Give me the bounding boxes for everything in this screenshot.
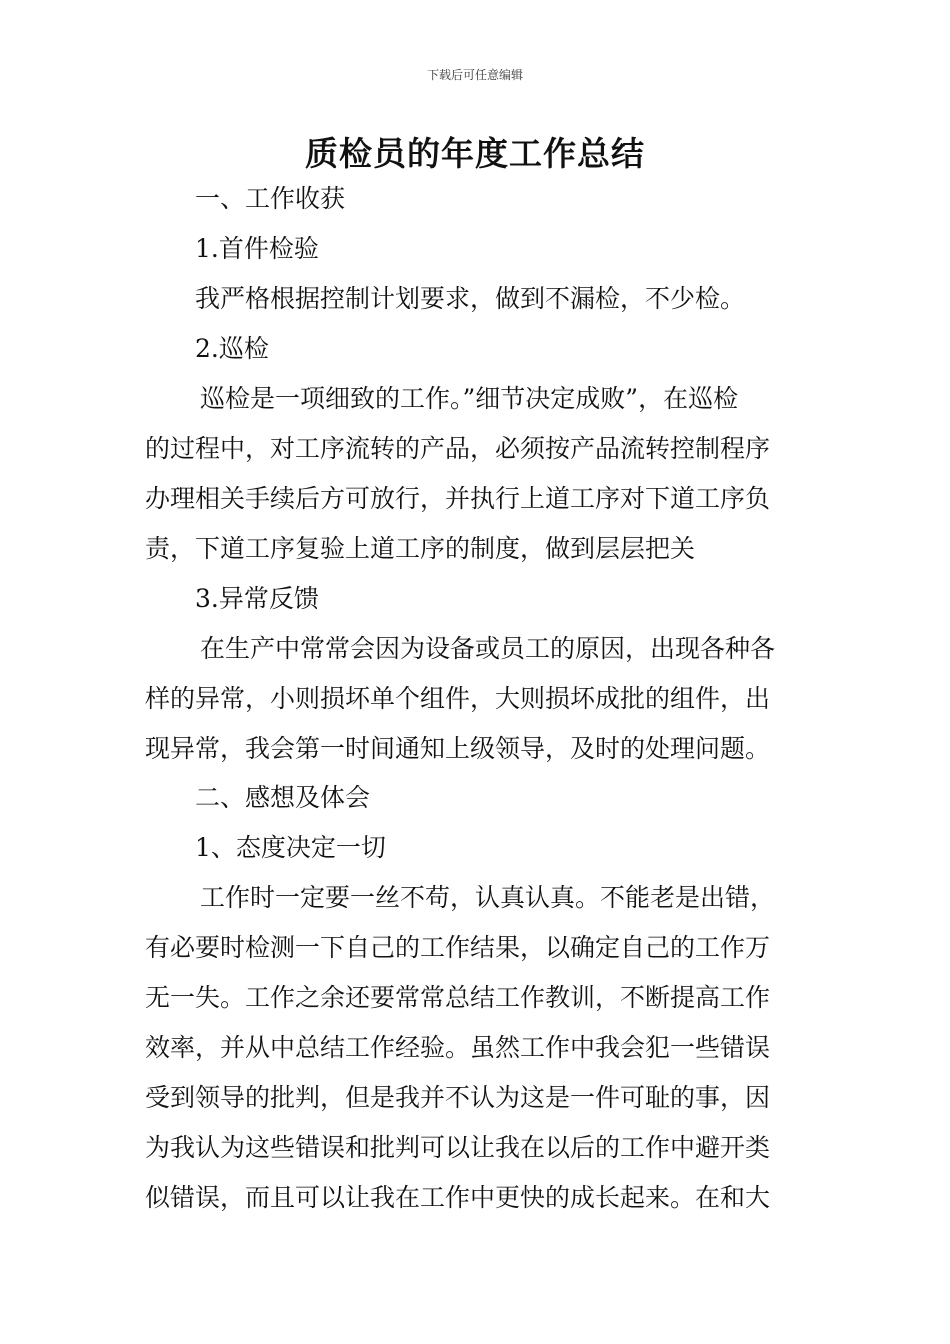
paragraph-line: 效率，并从中总结工作经验。虽然工作中我会犯一些错误	[145, 1033, 771, 1062]
paragraph-line: 办理相关手续后方可放行，并执行上道工序对下道工序负	[145, 484, 771, 513]
paragraph-line: 现异常，我会第一时间通知上级领导，及时的处理问题。	[145, 734, 771, 763]
paragraph-line: 责，下道工序复验上道工序的制度，做到层层把关	[145, 534, 696, 563]
paragraph-line: 我严格根据控制计划要求，做到不漏检，不少检。	[195, 284, 746, 313]
subsection-heading: 3.异常反馈	[195, 584, 319, 613]
paragraph-line: 无一失。工作之余还要常常总结工作教训，不断提高工作	[145, 983, 771, 1012]
subsection-heading: 1、态度决定一切	[195, 833, 386, 862]
header-note: 下载后可任意编辑	[426, 68, 523, 82]
section-heading: 一、工作收获	[195, 184, 346, 213]
paragraph-line: 有必要时检测一下自己的工作结果，以确定自己的工作万	[145, 933, 771, 962]
paragraph-line: 为我认为这些错误和批判可以让我在以后的工作中避开类	[145, 1133, 771, 1162]
paragraph-line: 在生产中常常会因为设备或员工的原因，出现各种各	[200, 634, 776, 663]
section-heading: 二、感想及体会	[195, 783, 371, 812]
paragraph-line: 巡检是一项细致的工作。”细节决定成败”，在巡检	[200, 384, 739, 413]
paragraph-line: 样的异常，小则损坏单个组件，大则损坏成批的组件，出	[145, 684, 771, 713]
document-title: 质检员的年度工作总结	[305, 134, 645, 173]
subsection-heading: 2.巡检	[195, 334, 269, 363]
subsection-heading: 1.首件检验	[195, 234, 319, 263]
paragraph-line: 受到领导的批判，但是我并不认为这是一件可耻的事，因	[145, 1083, 771, 1112]
paragraph-line: 似错误，而且可以让我在工作中更快的成长起来。在和大	[145, 1183, 771, 1212]
paragraph-line: 的过程中，对工序流转的产品，必须按产品流转控制程序	[145, 434, 771, 463]
paragraph-line: 工作时一定要一丝不苟，认真认真。不能老是出错，	[200, 883, 776, 912]
